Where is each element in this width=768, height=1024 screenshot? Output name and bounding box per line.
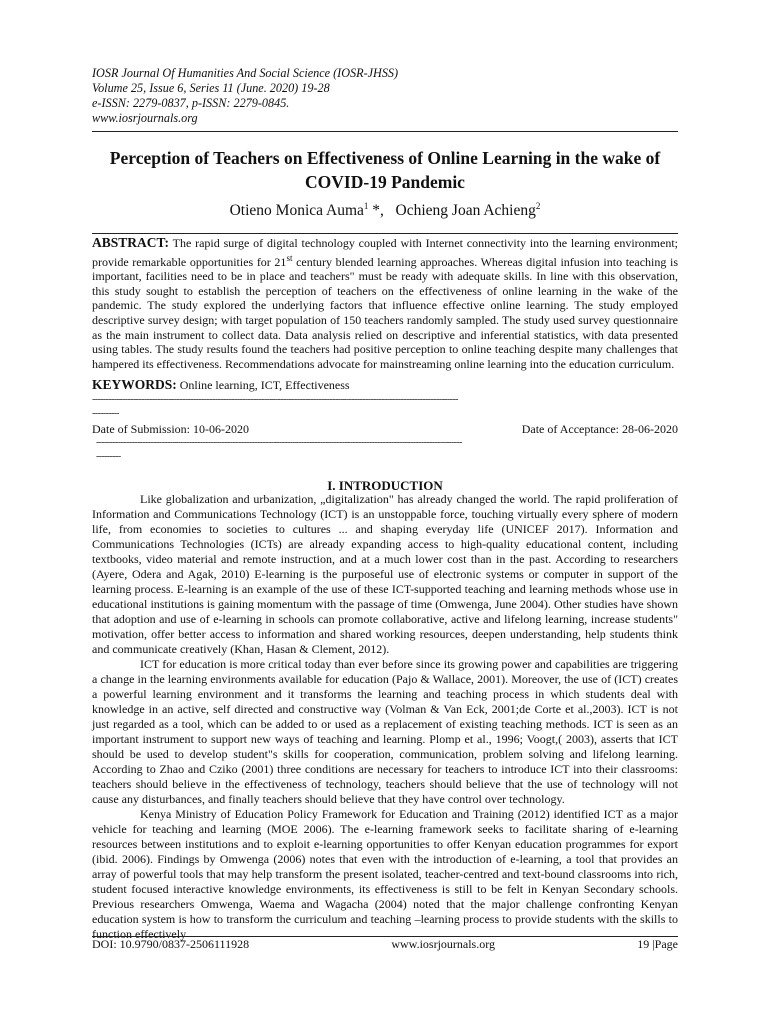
separator-line: -------------------------------------------------------------------------------------------------------------------------------------- [96,437,462,448]
introduction-body [92,492,678,942]
keywords-text: Online learning, ICT, Effectiveness [176,378,350,392]
footer-doi: DOI: 10.9790/0837-2506111928 [92,937,250,951]
separator-line: ---------- [92,408,120,419]
author-1-affiliation: 1 [363,201,369,211]
paragraph: Kenya Ministry of Education Policy Framework for Education and Training (2012) identified ICT as a major vehicle for teaching and learning (MOE 2006). The e-learning framework seeks to facilitate sharing of e-learning resources between institutions and to exploit e-learning opportunities to offer Kenyan education programmes for export (ibid. 2006). Findings by Omwenga (2006) notes that even with the introduction of e-learning, a tool that provides an array of powerful tools that may help transform the present isolated, teacher-centred and text-bound classrooms into rich, student focused interactive knowledge environments, its effectiveness is still to be felt in Kenyan Secondary schools. Previous researchers Omwenga, Waema and Wagacha (2004) noted that the major challenge confronting Kenyan education system is how to transform the curriculum and teaching –learning process to provide students with the skills to function effectively [92,807,678,941]
journal-volume: Volume 25, Issue 6, Series 11 (June. 2020) 19-28 [92,81,330,95]
abstract [92,236,678,371]
paper-title: Perception of Teachers on Effectiveness of Online Learning in the wake of COVID-19 Pandemic [109,148,661,192]
author-2-affiliation: 2 [535,201,541,211]
separator-line: --------- [96,451,121,462]
author-2: Ochieng Joan Achieng [395,202,536,220]
dates [92,422,678,437]
authors [92,201,678,220]
abstract-label: ABSTRACT: [92,235,170,250]
keywords [92,377,350,393]
author-1-mark: *, [368,202,384,220]
footer-website: www.iosrjournals.org [391,937,496,951]
paragraph: ICT for education is more critical today than ever before since its growing power and capabilities are triggering a change in the learning environments available for education (Pajo & Wallace, 2001). Moreover, the use of (ICT) creates a powerful learning environment and it transforms the learning and teaching process in which students deal with knowledge in an active, self directed and constructive way (Volman & Van Eck, 2001;de Corte et al.,2003). ICT is not just regarded as a tool, which can be added to or used as a replacement of existing teaching methods. ICT is seen as an important instrument to support new ways of teaching and learning. Plomp et al., 1996; Voogt,( 2003), asserts that ICT should be used to develop student"s skills for cooperation, communication, problem solving and lifelong learning. According to Zhao and Cziko (2001) three conditions are necessary for teachers to introduce ICT into their classrooms: teachers should believe in the effectiveness of technology, teachers should believe that the use of technology will not cause any disturbances, and finally teachers should believe that they have control over technology. [92,657,678,806]
acceptance-date: Date of Acceptance: 28-06-2020 [521,422,678,436]
abstract-text: The rapid surge of digital technology coupled with Internet connectivity into the learning environment; provide remarkable opportunities for 21 [92,236,678,269]
journal-name: IOSR Journal Of Humanities And Social Science (IOSR-JHSS) [92,66,399,80]
abstract-divider [92,233,678,234]
section-heading: I. INTRODUCTION [327,478,443,493]
separator-line: -------------------------------------------------------------------------------------------------------------------------------------- [92,394,458,405]
submission-date: Date of Submission: 10-06-2020 [92,422,249,436]
abstract-text-cont: century blended learning approaches. Whereas digital infusion into teaching is important, facilities need to be in place and teachers" must be ready with adequate skills. In line with this observation, this study sought to establish the perception of teachers on the effectiveness of online learning in the wake of the pandemic. The study explored the underlying factors that influence effective online learning. The study employed descriptive survey design; with target population of 150 teachers randomly sampled. The study used survey questionnaire as the main instrument to collect data. Data analysis relied on descriptive and inferential statistics, with data presented using tables. The study results found the teachers had positive perception to online teaching despite many challenges that hampered its effectiveness. Recommendations advocate for mainstreaming online learning into the education curriculum. [92,254,678,371]
journal-website: www.iosrjournals.org [92,111,198,125]
page-footer [92,936,678,952]
journal-issn: e-ISSN: 2279-0837, p-ISSN: 2279-0845. [92,96,290,110]
paragraph: Like globalization and urbanization, „digitalization" has already changed the world. The rapid proliferation of Information and Communications Technology (ICT) is an unstoppable force, touching virtually every sphere of modern life, from economies to societies to cultures ... and shaping everyday life (UNICEF 2017). Information and Communications Technologies (ICTs) are already expanding access to high-quality educational content, including textbooks, video material and remote instruction, and at a much lower cost than in the past. According to researchers (Ayere, Odera and Agak, 2010) E-learning is the purposeful use of electronic systems or computer in support of the learning process. E-learning is an example of the use of these ICT-supported teaching and learning methods whose use in educational institutions is gaining momentum with the passage of time (Omwenga, June 2004). Other studies have shown that adoption and use of e-learning in schools can promote collaborative, active and lifelong learning, increase students" motivation, offer better access to information and shared working resources, deepen understanding, help students think and communicate creatively (Khan, Hasan & Clement, 2012). [92,492,678,656]
abstract-sup: st [286,252,293,263]
author-1: Otieno Monica Auma [229,202,364,220]
journal-header [92,66,398,126]
header-divider [92,131,678,132]
page-number: 19 |Page [637,937,678,951]
keywords-label: KEYWORDS: [92,377,177,392]
